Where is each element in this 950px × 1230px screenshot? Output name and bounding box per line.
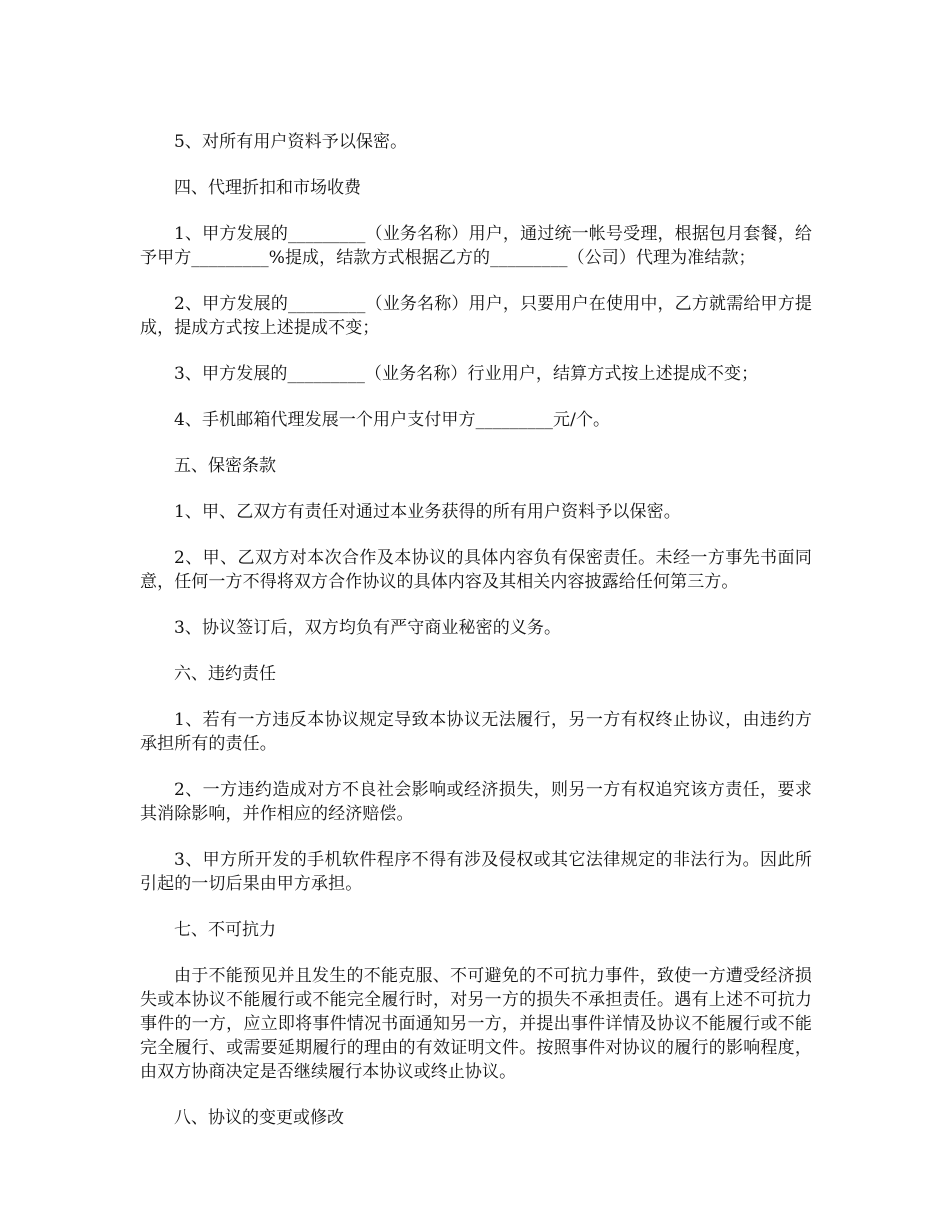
clause-item: 1、甲、乙双方有责任对通过本业务获得的所有用户资料予以保密。 [174, 502, 681, 522]
clause-item: 2、甲方发展的_________（业务名称）用户，只要用户在使用中，乙方就需给甲方提成，提成方式按上述提成不变； [140, 294, 812, 338]
section-heading: 五、保密条款 [174, 456, 276, 476]
clause-item: 2、一方违约造成对方不良社会影响或经济损失，则另一方有权追究该方责任，要求其消除影响，并作相应的经济赔偿。 [140, 780, 812, 824]
section-heading: 六、违约责任 [174, 664, 276, 684]
clause-item: 3、甲方发展的_________（业务名称）行业用户，结算方式按上述提成不变； [174, 364, 759, 384]
clause-item: 3、协议签订后，双方均负有严守商业秘密的义务。 [174, 618, 562, 638]
clause-item: 4、手机邮箱代理发展一个用户支付甲方_________元/个。 [174, 410, 611, 430]
clause-item: 3、甲方所开发的手机软件程序不得有涉及侵权或其它法律规定的非法行为。因此所引起的一切后果由甲方承担。 [140, 850, 812, 894]
section-heading: 八、协议的变更或修改 [174, 1108, 344, 1128]
clause-item: 2、甲、乙双方对本次合作及本协议的具体内容负有保密责任。未经一方事先书面同意，任何一方不得将双方合作协议的具体内容及其相关内容披露给任何第三方。 [140, 548, 812, 592]
document-body [140, 130, 812, 1152]
clause-item: 1、若有一方违反本协议规定导致本协议无法履行，另一方有权终止协议，由违约方承担所有的责任。 [140, 710, 812, 754]
clause-item: 由于不能预见并且发生的不能克服、不可避免的不可抗力事件，致使一方遭受经济损失或本协议不能履行或不能完全履行时，对另一方的损失不承担责任。遇有上述不可抗力事件的一方，应立即将事件情况书面通知另一方，并提出事件详情及协议不能履行或不能完全履行、或需要延期履行的理由的有效证明文件。按照事件对协议的履行的影响程度，由双方协商决定是否继续履行本协议或终止协议。 [140, 966, 812, 1082]
section-heading: 四、代理折扣和市场收费 [174, 178, 361, 198]
clause-item: 5、对所有用户资料予以保密。 [174, 132, 408, 152]
section-heading: 七、不可抗力 [174, 920, 276, 940]
clause-item: 1、甲方发展的_________（业务名称）用户，通过统一帐号受理，根据包月套餐，给予甲方_________%提成，结款方式根据乙方的_________（公司）代理为准结款； [140, 224, 812, 268]
